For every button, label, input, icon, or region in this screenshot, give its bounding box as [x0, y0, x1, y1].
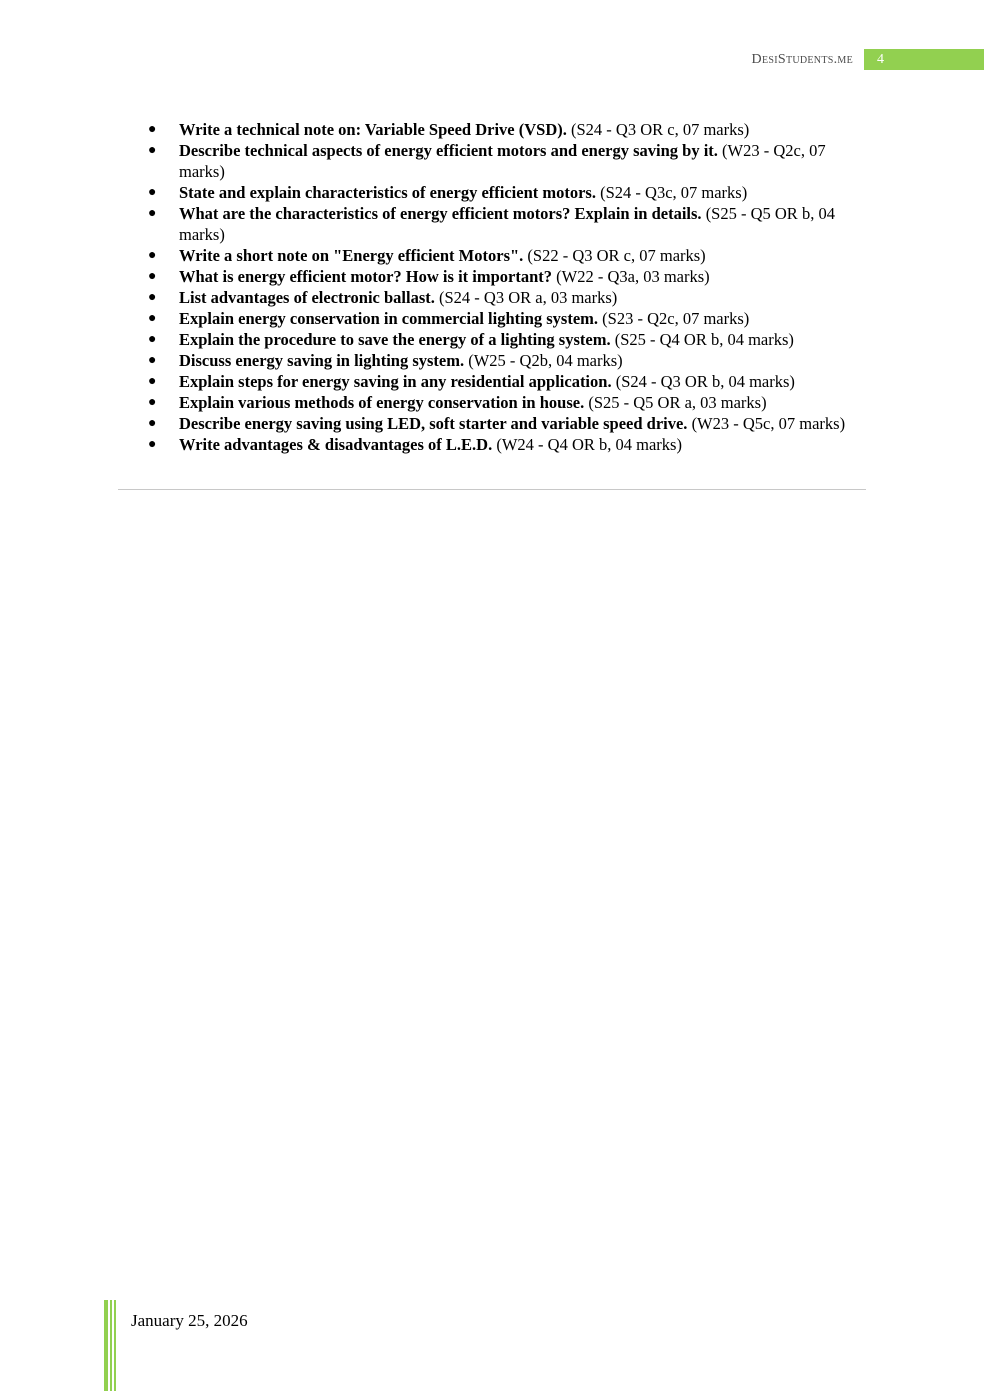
question-text: Describe energy saving using LED, soft starter and variable speed drive.: [179, 414, 688, 433]
list-item: [148, 434, 868, 455]
question-reference: (W23 - Q5c, 07 marks): [691, 414, 846, 433]
header-site-name: DesiStudents.me: [751, 52, 853, 67]
question-text: Write advantages & disadvantages of L.E.D.: [179, 435, 493, 454]
list-item: [148, 266, 868, 287]
bullet-icon: ●: [148, 416, 157, 431]
footer-bar: [114, 1300, 116, 1391]
question-text: What are the characteristics of energy efficient motors? Explain in details.: [179, 204, 702, 223]
question-text: Write a technical note on: Variable Speed Drive (VSD).: [179, 120, 567, 139]
question-text: Explain energy conservation in commercial lighting system.: [179, 309, 599, 328]
question-reference: (W22 - Q3a, 03 marks): [556, 267, 710, 286]
bullet-icon: ●: [148, 437, 157, 452]
list-item: [148, 119, 868, 140]
list-item: [148, 371, 868, 392]
list-item: [148, 245, 868, 266]
question-reference: (S23 - Q2c, 07 marks): [602, 309, 750, 328]
bullet-icon: ●: [148, 185, 157, 200]
footer-bar: [110, 1300, 112, 1391]
list-item: [148, 203, 868, 245]
bullet-icon: ●: [148, 374, 157, 389]
list-item: [148, 413, 868, 434]
bullet-icon: ●: [148, 143, 157, 158]
question-text: Explain the procedure to save the energy of a lighting system.: [179, 330, 611, 349]
question-text: Explain steps for energy saving in any residential application.: [179, 372, 612, 391]
header-page-number: 4: [864, 49, 984, 70]
footer-accent-bars: [104, 1300, 118, 1391]
question-reference: (W24 - Q4 OR b, 04 marks): [496, 435, 682, 454]
bullet-icon: ●: [148, 353, 157, 368]
bullet-icon: ●: [148, 206, 157, 221]
question-reference: (S22 - Q3 OR c, 07 marks): [527, 246, 706, 265]
footer-bar: [104, 1300, 108, 1391]
list-item: [148, 287, 868, 308]
question-reference: (S25 - Q5 OR b, 04 marks): [179, 204, 835, 244]
question-reference: (W23 - Q2c, 07 marks): [179, 141, 826, 181]
question-text: Explain various methods of energy conservation in house.: [179, 393, 585, 412]
list-item: [148, 329, 868, 350]
question-reference: (S25 - Q5 OR a, 03 marks): [588, 393, 767, 412]
question-reference: (S24 - Q3 OR c, 07 marks): [571, 120, 750, 139]
bullet-icon: ●: [148, 290, 157, 305]
question-text: Write a short note on "Energy efficient Motors".: [179, 246, 524, 265]
question-text: Describe technical aspects of energy efficient motors and energy saving by it.: [179, 141, 718, 160]
question-reference: (S24 - Q3 OR b, 04 marks): [615, 372, 795, 391]
list-item: [148, 350, 868, 371]
bullet-icon: ●: [148, 311, 157, 326]
section-divider: [118, 489, 866, 490]
question-reference: (S24 - Q3c, 07 marks): [600, 183, 748, 202]
question-text: State and explain characteristics of energy efficient motors.: [179, 183, 596, 202]
question-list: [148, 119, 868, 455]
list-item: [148, 140, 868, 182]
question-text: List advantages of electronic ballast.: [179, 288, 435, 307]
question-text: What is energy efficient motor? How is it important?: [179, 267, 553, 286]
list-item: [148, 182, 868, 203]
question-reference: (S25 - Q4 OR b, 04 marks): [614, 330, 794, 349]
question-reference: (S24 - Q3 OR a, 03 marks): [439, 288, 618, 307]
footer-date: January 25, 2026: [131, 1311, 248, 1330]
bullet-icon: ●: [148, 332, 157, 347]
bullet-icon: ●: [148, 395, 157, 410]
bullet-icon: ●: [148, 122, 157, 137]
question-reference: (W25 - Q2b, 04 marks): [468, 351, 623, 370]
bullet-icon: ●: [148, 269, 157, 284]
question-text: Discuss energy saving in lighting system.: [179, 351, 465, 370]
list-item: [148, 392, 868, 413]
list-item: [148, 308, 868, 329]
bullet-icon: ●: [148, 248, 157, 263]
